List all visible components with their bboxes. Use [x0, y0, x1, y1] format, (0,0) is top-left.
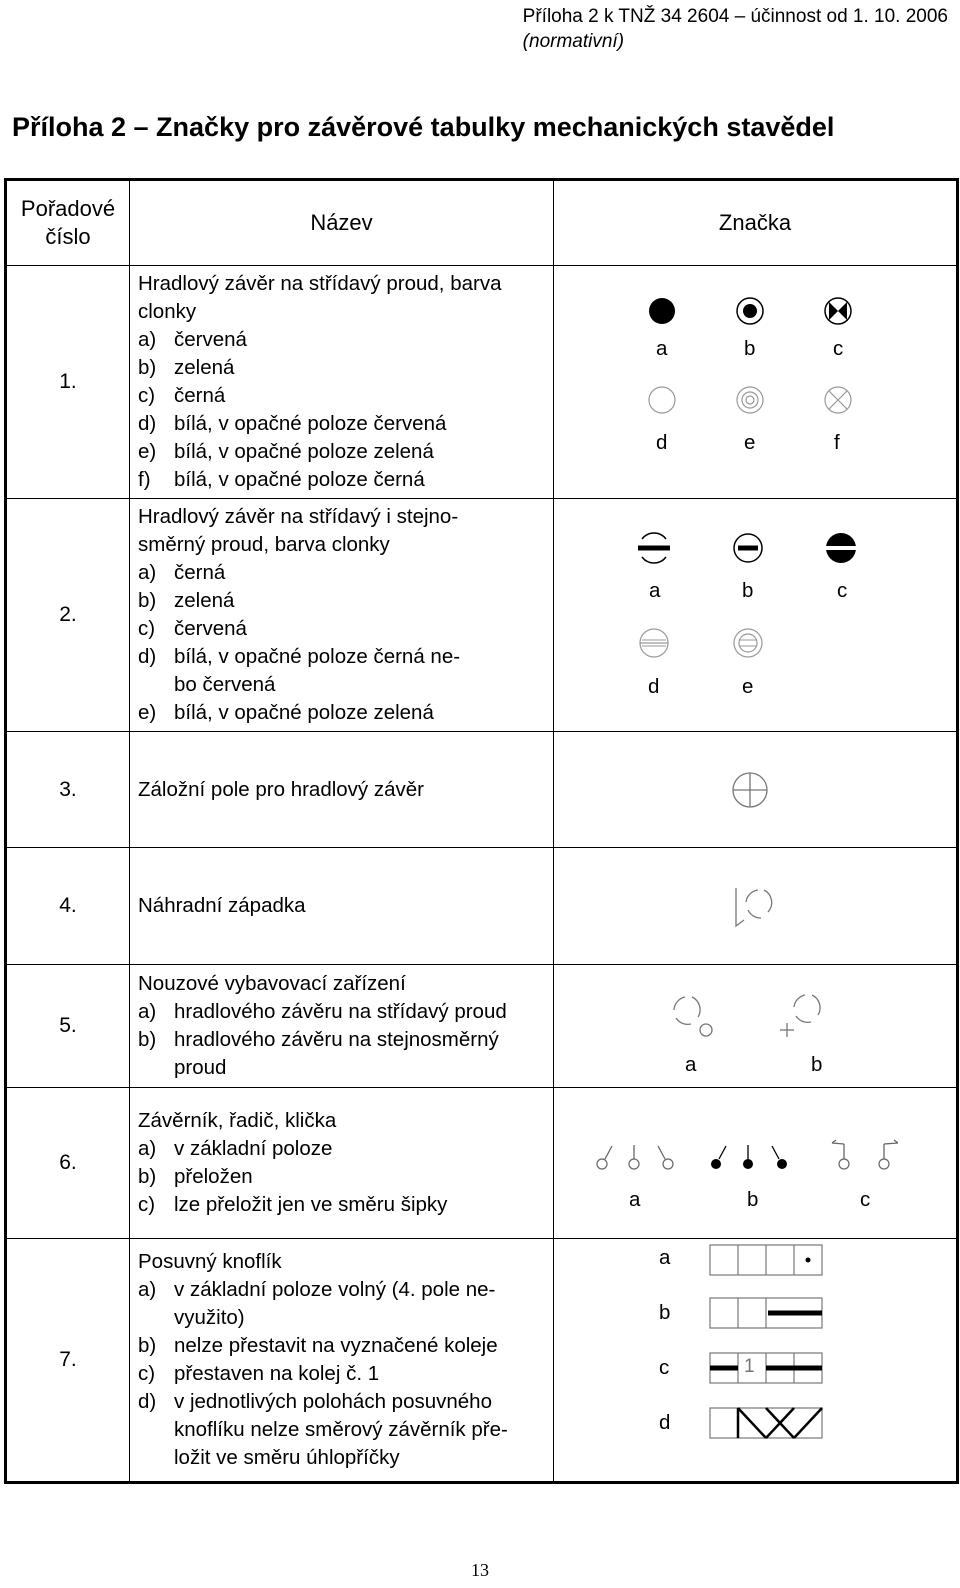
- heading-line: Náhradní západka: [138, 894, 306, 917]
- item-label: e): [138, 701, 157, 724]
- track-number: 1: [744, 1356, 755, 1377]
- green-shutter-symbol: [734, 534, 762, 562]
- item-label: [138, 1304, 174, 1332]
- header-symbol: Značka: [554, 180, 958, 266]
- table-row: [6, 732, 958, 848]
- black-shutter-symbol: [825, 298, 851, 324]
- list-item: [138, 466, 553, 494]
- row-number: 2.: [6, 499, 130, 732]
- reference-line: Příloha 2 k TNŽ 34 2604 – účinnost od 1. 10. 2006: [522, 6, 948, 27]
- symbol-label: a: [685, 1053, 697, 1076]
- item-text: bílá, v opačné poloze zelená: [174, 440, 434, 463]
- item-label: e): [138, 440, 157, 463]
- item-text: černá: [174, 561, 226, 584]
- symbol-label: f: [834, 431, 840, 454]
- symbol-cell: [554, 1088, 958, 1239]
- list-item: [138, 438, 553, 466]
- table-row: [6, 499, 958, 732]
- slide-knob-set-symbol: [710, 1353, 822, 1383]
- red-shutter-symbol: [824, 533, 858, 563]
- list-item: [138, 1276, 553, 1304]
- heading-line: Nouzové vybavovací zařízení: [138, 972, 406, 995]
- item-label: b): [138, 589, 157, 612]
- table-row: [6, 1239, 958, 1483]
- symbol-label: e: [742, 675, 754, 698]
- list-item: [138, 559, 553, 587]
- emergency-release-ac-symbol: [674, 997, 712, 1036]
- symbol-label: b: [742, 579, 754, 602]
- heading-line: směrný proud, barva clonky: [138, 533, 390, 556]
- symbol-cell: [554, 499, 958, 732]
- item-label: c): [138, 1362, 156, 1385]
- row-description: [130, 499, 554, 732]
- page-number: 13: [471, 1560, 489, 1580]
- item-label: b): [138, 1334, 157, 1357]
- table-row: [6, 266, 958, 499]
- item-text: bílá, v opačné poloze zelená: [174, 701, 434, 724]
- slide-knob-diagonal-symbol: [710, 1408, 822, 1438]
- symbols-table: [4, 178, 959, 1484]
- item-text: v základní poloze: [174, 1137, 333, 1160]
- symbol-label: b: [811, 1053, 823, 1076]
- heading-line: Záložní pole pro hradlový závěr: [138, 777, 425, 801]
- symbol-label: a: [659, 1246, 671, 1269]
- symbol-label: a: [649, 579, 661, 602]
- row-number: 7.: [6, 1239, 130, 1483]
- list-item: [138, 643, 553, 671]
- list-item: [138, 615, 553, 643]
- symbol-label: a: [656, 337, 668, 360]
- item-label: b): [138, 1028, 157, 1051]
- list-item: [138, 1054, 553, 1082]
- slide-knob-free-symbol: [710, 1245, 822, 1275]
- list-item: [138, 1191, 553, 1219]
- lever-reversed-symbol: [711, 1145, 787, 1169]
- item-label: d): [138, 645, 157, 668]
- table-row: [6, 848, 958, 965]
- black-shutter-symbol: [638, 533, 670, 563]
- header-order-line-2: číslo: [45, 224, 91, 249]
- symbol-cell: [554, 965, 958, 1088]
- item-text: ložit ve směru úhlopříčky: [174, 1446, 400, 1469]
- symbol-cell: [554, 1239, 958, 1483]
- symbol-label: c: [837, 579, 848, 602]
- emergency-release-symbols: [554, 965, 954, 1088]
- white-black-shutter-symbol: [640, 629, 668, 657]
- item-label: b): [138, 1165, 157, 1188]
- emergency-release-dc-symbol: [780, 995, 820, 1037]
- row-description: [130, 266, 554, 499]
- item-text: hradlového závěru na střídavý proud: [174, 1000, 507, 1023]
- symbol-label: c: [833, 337, 844, 360]
- row-number: 1.: [6, 266, 130, 499]
- item-text: bílá, v opačné poloze černá: [174, 468, 425, 491]
- header-name: Název: [130, 180, 554, 266]
- symbol-cell: [554, 266, 958, 499]
- heading-line: Hradlový závěr na střídavý proud, barva: [138, 272, 502, 295]
- block-lock-ac-symbols: [554, 266, 954, 499]
- block-lock-ac-dc-symbols: [554, 499, 954, 732]
- item-label: [138, 1444, 174, 1472]
- symbol-label: c: [860, 1188, 871, 1211]
- row-number: 3.: [6, 732, 130, 848]
- item-label: c): [138, 384, 156, 407]
- lever-symbols: [554, 1088, 954, 1239]
- heading-line: clonky: [138, 300, 197, 323]
- list-item: [138, 1163, 553, 1191]
- item-label: a): [138, 1278, 157, 1301]
- row-description: [130, 1088, 554, 1239]
- list-item: [138, 326, 553, 354]
- item-text: bílá, v opačné poloze červená: [174, 412, 447, 435]
- item-text: lze přeložit jen ve směru šipky: [174, 1193, 448, 1216]
- heading-line: Posuvný knoflík: [138, 1250, 282, 1273]
- list-item: [138, 671, 553, 699]
- row-description: [130, 1239, 554, 1483]
- item-text: knoflíku nelze směrový závěrník pře-: [174, 1418, 508, 1441]
- item-text: využito): [174, 1306, 245, 1329]
- list-item: [138, 1135, 553, 1163]
- symbol-cell: [554, 848, 958, 965]
- list-item: [138, 1360, 553, 1388]
- heading-line: Závěrník, řadič, klička: [138, 1109, 337, 1132]
- list-item: [138, 1304, 553, 1332]
- white-red-shutter-symbol: [649, 387, 675, 413]
- row-description: [130, 965, 554, 1088]
- table-row: [6, 1088, 958, 1239]
- symbol-label: a: [629, 1188, 641, 1211]
- lever-normal-position-symbol: [597, 1145, 673, 1169]
- symbol-label: c: [659, 1356, 670, 1379]
- item-label: b): [138, 356, 157, 379]
- row-number: 6.: [6, 1088, 130, 1239]
- item-label: a): [138, 1000, 157, 1023]
- list-item: [138, 699, 553, 727]
- item-text: zelená: [174, 589, 235, 612]
- row-number: 4.: [6, 848, 130, 965]
- item-text: v jednotlivých polohách posuvného: [174, 1390, 492, 1413]
- item-text: zelená: [174, 356, 235, 379]
- item-label: a): [138, 328, 157, 351]
- list-item: [138, 382, 553, 410]
- list-item: [138, 1026, 553, 1054]
- header-order-line-1: Pořadové: [20, 196, 116, 221]
- item-text: černá: [174, 384, 226, 407]
- list-item: [138, 587, 553, 615]
- list-item: [138, 998, 553, 1026]
- white-green-shutter-symbol: [737, 387, 763, 413]
- item-label: d): [138, 1390, 157, 1413]
- symbol-label: d: [656, 431, 668, 454]
- table-row: [6, 965, 958, 1088]
- symbol-label: e: [744, 431, 756, 454]
- heading-line: Hradlový závěr na střídavý i stejno-: [138, 505, 459, 528]
- header-order-number: [6, 180, 130, 266]
- item-text: hradlového závěru na stejnosměrný: [174, 1028, 499, 1051]
- page-title: Příloha 2 – Značky pro závěrové tabulky mechanických stavědel: [12, 112, 835, 142]
- item-label: d): [138, 412, 157, 435]
- symbol-label: d: [659, 1411, 671, 1434]
- lever-arrow-direction-symbol: [832, 1140, 898, 1169]
- white-green-shutter-symbol: [734, 629, 762, 657]
- item-text: bílá, v opačné poloze černá ne-: [174, 645, 461, 668]
- document-reference: [523, 4, 948, 54]
- list-item: [138, 1416, 553, 1444]
- spare-field-symbol: [554, 732, 954, 848]
- item-label: a): [138, 561, 157, 584]
- item-text: červená: [174, 617, 247, 640]
- slide-knob-blocked-symbol: [710, 1298, 822, 1328]
- symbol-label: b: [659, 1301, 671, 1324]
- item-label: [138, 671, 174, 699]
- item-label: f): [138, 468, 151, 491]
- symbol-label: b: [747, 1188, 759, 1211]
- item-label: a): [138, 1137, 157, 1160]
- row-description: [130, 848, 554, 965]
- row-number: 5.: [6, 965, 130, 1088]
- item-text: červená: [174, 328, 247, 351]
- table-header-row: [6, 180, 958, 266]
- normative-note: (normativní): [522, 31, 625, 52]
- item-text: přeložen: [174, 1165, 253, 1188]
- item-label: c): [138, 617, 156, 640]
- list-item: [138, 1388, 553, 1416]
- item-label: [138, 1054, 174, 1082]
- item-label: [138, 1416, 174, 1444]
- item-text: proud: [174, 1056, 227, 1079]
- list-item: [138, 354, 553, 382]
- item-text: nelze přestavit na vyznačené koleje: [174, 1334, 498, 1357]
- item-text: v základní poloze volný (4. pole ne-: [174, 1278, 496, 1301]
- white-black-shutter-symbol: [825, 387, 851, 413]
- list-item: [138, 410, 553, 438]
- item-text: přestaven na kolej č. 1: [174, 1362, 380, 1385]
- list-item: [138, 1332, 553, 1360]
- list-item: [138, 1444, 553, 1472]
- red-shutter-symbol: [649, 298, 675, 324]
- item-label: c): [138, 1193, 156, 1216]
- item-text: bo červená: [174, 673, 276, 696]
- row-description: [130, 732, 554, 848]
- symbol-label: b: [744, 337, 756, 360]
- substitute-latch-symbol: [554, 848, 954, 965]
- symbol-label: d: [648, 675, 660, 698]
- symbol-cell: [554, 732, 958, 848]
